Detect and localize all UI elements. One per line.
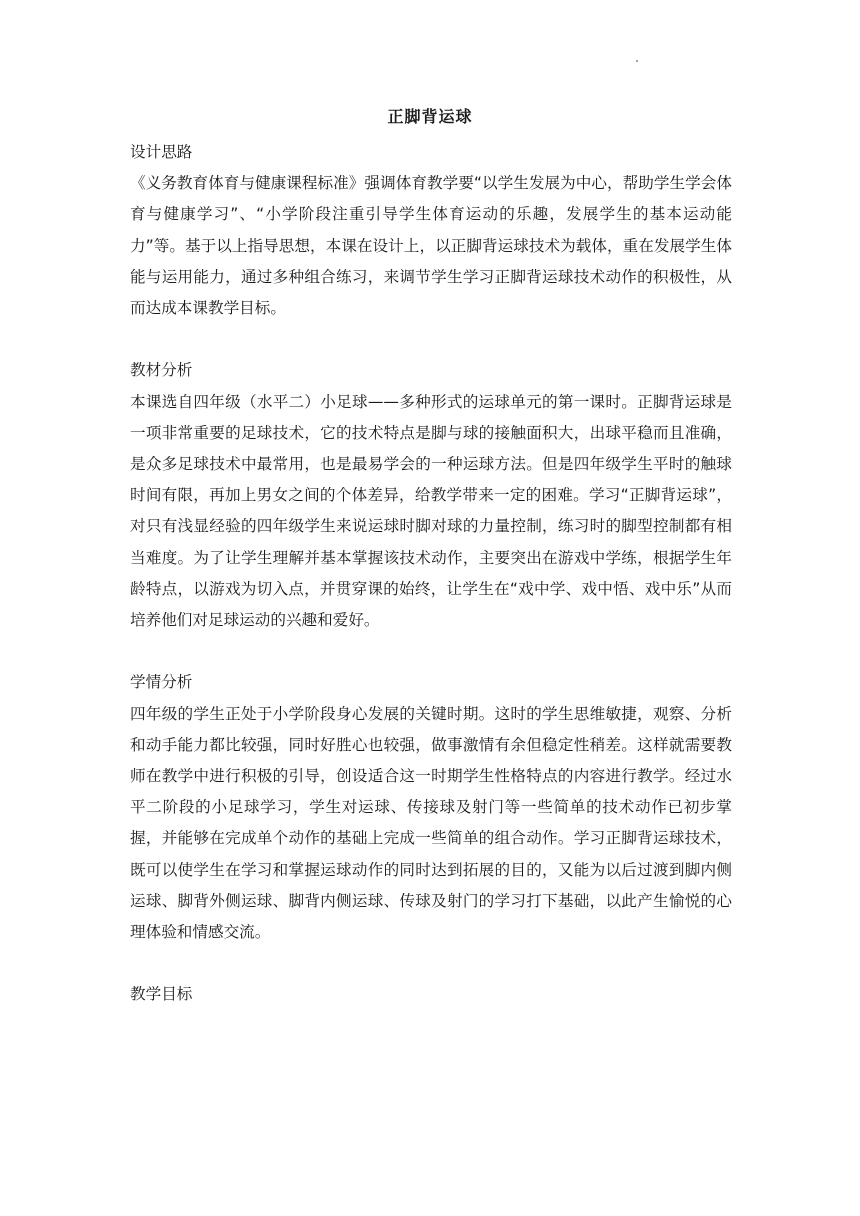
document-title: 正脚背运球 bbox=[387, 107, 473, 126]
section-heading-objectives: 教学目标 bbox=[130, 985, 193, 1004]
section-body-students: 四年级的学生正处于小学阶段身心发展的关键时期。这时的学生思维敏捷，观察、分析和动手能力都比较强，同时好胜心也较强，做事激情有余但稳定性稍差。这样就需要教师在教学中进行积极的引导，创设适合这一时期学生性格特点的内容进行教学。经过水平二阶段的小足球学习，学生对运球、传接球及射门等一些简单的技术动作已初步掌握，并能够在完成单个动作的基础上完成一些简单的组合动作。学习正脚背运球技术，既可以使学生在学习和掌握运球动作的同时达到拓展的目的，又能为以后过渡到脚内侧运球、脚背外侧运球、脚背内侧运球、传球及射门的学习打下基础，以此产生愉悦的心理体验和情感交流。 bbox=[130, 704, 732, 942]
section-body-design: 《义务教育体育与健康课程标准》强调体育教学要“以学生发展为中心，帮助学生学会体育与健康学习”、“小学阶段注重引导学生体育运动的乐趣，发展学生的基本运动能力”等。基于以上指导思想，本课在设计上，以正脚背运球技术为载体，重在发展学生体能与运用能力，通过多种组合练习，来调节学生学习正脚背运球技术动作的积极性，从而达成本课教学目标。 bbox=[130, 174, 732, 318]
section-heading-design: 设计思路 bbox=[130, 143, 193, 161]
document-body bbox=[130, 137, 732, 1011]
section-heading-material: 教材分析 bbox=[130, 361, 193, 380]
page-dot-mark bbox=[636, 60, 638, 62]
paragraph-gap bbox=[130, 948, 732, 979]
section-body-material: 本课选自四年级（水平二）小足球——多种形式的运球单元的第一课时。正脚背运球是一项非常重要的足球技术，它的技术特点是脚与球的接触面积大，出球平稳而且准确，是众多足球技术中最常用，也是最易学会的一种运球方法。但是四年级学生平时的触球时间有限，再加上男女之间的个体差异，给教学带来一定的困难。学习“正脚背运球”，对只有浅显经验的四年级学生来说运球时脚对球的力量控制，练习时的脚型控制都有相当难度。为了让学生理解并基本掌握该技术动作，主要突出在游戏中学练，根据学生年龄特点，以游戏为切入点，并贯穿课的始终，让学生在“戏中学、戏中悟、戏中乐”从而培养他们对足球运动的兴趣和爱好。 bbox=[130, 392, 732, 630]
paragraph-gap bbox=[130, 324, 732, 355]
paragraph-gap bbox=[130, 636, 732, 667]
section-heading-students: 学情分析 bbox=[130, 673, 193, 692]
